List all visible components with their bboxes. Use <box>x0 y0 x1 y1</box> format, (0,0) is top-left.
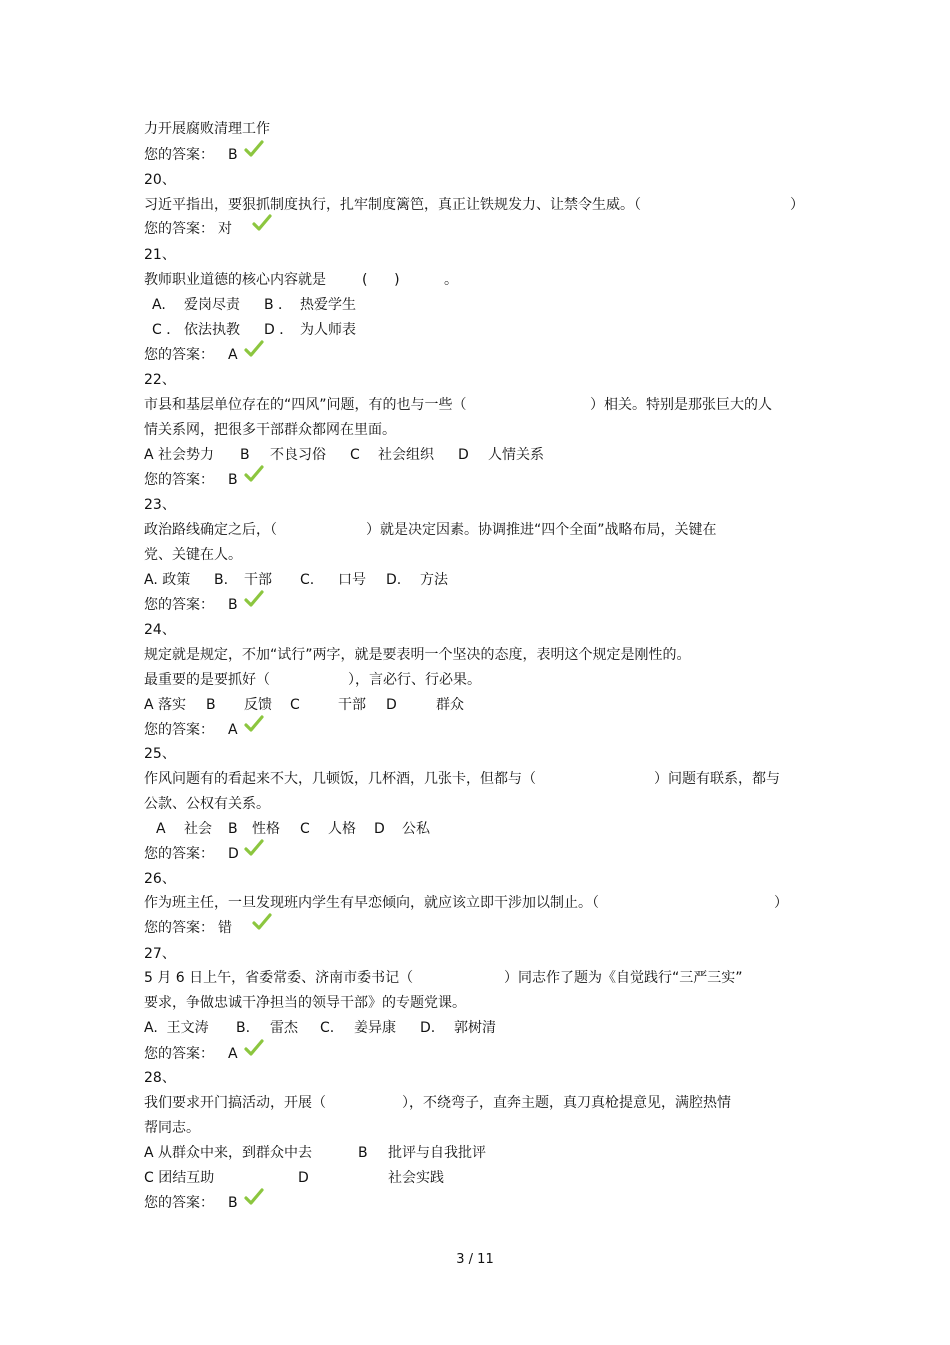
option-letter: A. <box>152 297 166 313</box>
q21-options-1 <box>144 296 356 316</box>
q22-stem-1 <box>144 396 772 416</box>
q21-stem <box>144 271 458 291</box>
checkmark-icon <box>252 214 272 232</box>
answer-label: 您的答案： <box>144 472 214 488</box>
option-text: 方法 <box>420 572 448 588</box>
page-number: 3 / 11 <box>456 1252 494 1267</box>
q20-number: 20、 <box>144 172 176 188</box>
option-letter: B <box>206 697 216 713</box>
option-letter: C. <box>300 572 315 588</box>
q23-stem-1 <box>144 521 717 541</box>
q21-text: 教师职业道德的核心内容就是 <box>144 272 326 288</box>
option-letter: B <box>240 447 250 463</box>
q26-close: ） <box>774 895 788 911</box>
checkmark-icon <box>244 715 264 733</box>
q21-paren: ( ) <box>362 272 400 288</box>
q24-options <box>144 696 464 716</box>
checkmark-icon <box>244 340 264 358</box>
q24-text: 最重要的是要抓好（ <box>144 672 270 688</box>
answer-value: A <box>228 722 238 738</box>
q23-text: 政治路线确定之后，（ <box>144 522 277 538</box>
option-text: A 落实 <box>144 697 187 713</box>
option-letter: D <box>386 697 397 713</box>
q20-close: ） <box>790 197 804 213</box>
option-text: A 社会势力 <box>144 447 215 463</box>
option-letter: B <box>228 821 238 837</box>
q22-stem-2: 情关系网，把很多干部群众都网在里面。 <box>144 422 396 438</box>
option-letter: C ． <box>152 322 181 338</box>
q22-text: ）相关。特别是那张巨大的人 <box>590 397 772 413</box>
option-letter: D <box>374 821 385 837</box>
option-letter: D <box>298 1170 309 1186</box>
answer-label: 您的答案： <box>144 846 214 862</box>
option-text: 批评与自我批评 <box>388 1145 486 1161</box>
option-text: 公私 <box>402 821 430 837</box>
option-text: 依法执教 <box>184 322 240 338</box>
q28-answer <box>144 1194 238 1284</box>
q24-stem-2 <box>144 671 481 691</box>
answer-label: 您的答案： <box>144 221 214 237</box>
checkmark-icon <box>244 590 264 608</box>
checkmark-icon <box>252 913 272 931</box>
q25-number: 25、 <box>144 746 176 762</box>
option-text: 干部 <box>338 697 366 713</box>
option-letter: B. <box>214 572 229 588</box>
option-text: 性格 <box>252 821 280 837</box>
answer-label: 您的答案： <box>144 920 214 936</box>
q25-stem-1 <box>144 770 780 790</box>
option-letter: C. <box>320 1020 335 1036</box>
q24-number: 24、 <box>144 622 176 638</box>
q26-text: 作为班主任，一旦发现班内学生有早恋倾向，就应该立即干涉加以制止。（ <box>144 895 599 911</box>
q23-stem-2: 党、关键在人。 <box>144 547 242 563</box>
checkmark-icon <box>244 140 264 158</box>
q27-text: 5 月 6 日上午，省委常委、济南市委书记（ <box>144 970 414 986</box>
option-letter: A <box>156 821 166 837</box>
answer-value: B <box>228 147 238 163</box>
option-text: 口号 <box>338 572 366 588</box>
option-letter: B. <box>236 1020 251 1036</box>
option-text: 反馈 <box>244 697 272 713</box>
option-letter: C <box>300 821 310 837</box>
option-text: 社会实践 <box>388 1170 444 1186</box>
answer-value: 对 <box>218 221 232 237</box>
q22-text: 市县和基层单位存在的“四风”问题，有的也与一些（ <box>144 397 467 413</box>
option-text: C 团结互助 <box>144 1170 215 1186</box>
q27-options <box>144 1019 496 1039</box>
answer-label: 您的答案： <box>144 347 214 363</box>
checkmark-icon <box>244 839 264 857</box>
checkmark-icon <box>244 1188 264 1206</box>
option-text: 姜异康 <box>354 1020 396 1036</box>
answer-value: A <box>228 347 238 363</box>
q26-number: 26、 <box>144 871 176 887</box>
q22-options <box>144 446 544 466</box>
option-letter: D ． <box>264 322 294 338</box>
option-text: 为人师表 <box>300 322 356 338</box>
option-text: 干部 <box>244 572 272 588</box>
option-letter: D. <box>420 1020 436 1036</box>
option-text: 人格 <box>328 821 356 837</box>
option-text: A. 政策 <box>144 572 191 588</box>
option-text: 热爱学生 <box>300 297 356 313</box>
q28-stem-2: 帮同志。 <box>144 1120 200 1136</box>
q25-text: 作风问题有的看起来不大，几顿饭，几杯酒，几张卡，但都与（ <box>144 771 536 787</box>
answer-label: 您的答案： <box>144 1046 214 1062</box>
option-text: A. 王文涛 <box>144 1020 209 1036</box>
option-letter: B <box>358 1145 368 1161</box>
option-text: A 从群众中来，到群众中去 <box>144 1145 313 1161</box>
answer-value: B <box>228 1195 238 1211</box>
answer-value: D <box>228 846 239 862</box>
option-text: 不良习俗 <box>270 447 326 463</box>
option-text: 社会 <box>184 821 212 837</box>
checkmark-icon <box>244 465 264 483</box>
q23-number: 23、 <box>144 497 176 513</box>
option-text: 郭树清 <box>454 1020 496 1036</box>
answer-value: A <box>228 1046 238 1062</box>
answer-label: 您的答案： <box>144 1195 214 1211</box>
option-text: 群众 <box>436 697 464 713</box>
answer-label: 您的答案： <box>144 147 214 163</box>
option-text: 爱岗尽责 <box>184 297 240 313</box>
q24-text: ），言必行、行必果。 <box>348 672 481 688</box>
checkmark-icon <box>244 1039 264 1057</box>
q27-text: ）同志作了题为《自觉践行“三严三实” <box>504 970 743 986</box>
q22-number: 22、 <box>144 372 176 388</box>
q25-options <box>144 820 430 840</box>
answer-label: 您的答案： <box>144 597 214 613</box>
option-letter: C <box>290 697 300 713</box>
option-text: 雷杰 <box>270 1020 298 1036</box>
q27-number: 27、 <box>144 946 176 962</box>
option-text: 社会组织 <box>378 447 434 463</box>
option-letter: C <box>350 447 360 463</box>
q28-text: 我们要求开门搞活动，开展（ <box>144 1095 326 1111</box>
q28-options-2 <box>144 1169 444 1189</box>
q27-stem-2: 要求，争做忠诚干净担当的领导干部》的专题党课。 <box>144 995 466 1011</box>
q27-stem-1 <box>144 969 743 989</box>
q26-stem <box>144 894 788 914</box>
option-text: 人情关系 <box>488 447 544 463</box>
q28-stem-1 <box>144 1094 731 1114</box>
q28-number: 28、 <box>144 1070 176 1086</box>
q25-text: ）问题有联系，都与 <box>654 771 780 787</box>
q24-stem-1: 规定就是规定，不加“试行”两字，就是要表明一个坚决的态度，表明这个规定是刚性的。 <box>144 647 691 663</box>
q20-text: 习近平指出，要狠抓制度执行，扎牢制度篱笆，真正让铁规发力、让禁令生威。（ <box>144 197 641 213</box>
q20-stem <box>144 196 804 216</box>
q21-dot: 。 <box>444 272 458 288</box>
q23-options <box>144 571 448 591</box>
option-letter: D. <box>386 572 402 588</box>
answer-value: B <box>228 472 238 488</box>
answer-value: B <box>228 597 238 613</box>
q21-options-2 <box>144 321 356 341</box>
answer-label: 您的答案： <box>144 722 214 738</box>
q28-options-1 <box>144 1144 486 1164</box>
q21-number: 21、 <box>144 247 176 263</box>
option-letter: B ． <box>264 297 293 313</box>
q23-text: ）就是决定因素。协调推进“四个全面”战略布局，关键在 <box>366 522 717 538</box>
answer-value: 错 <box>218 920 232 936</box>
option-letter: D <box>458 447 469 463</box>
q19-text: 力开展腐败清理工作 <box>144 121 270 137</box>
q25-stem-2: 公款、公权有关系。 <box>144 796 270 812</box>
q28-text: ），不绕弯子，直奔主题，真刀真枪提意见，满腔热情 <box>402 1095 731 1111</box>
